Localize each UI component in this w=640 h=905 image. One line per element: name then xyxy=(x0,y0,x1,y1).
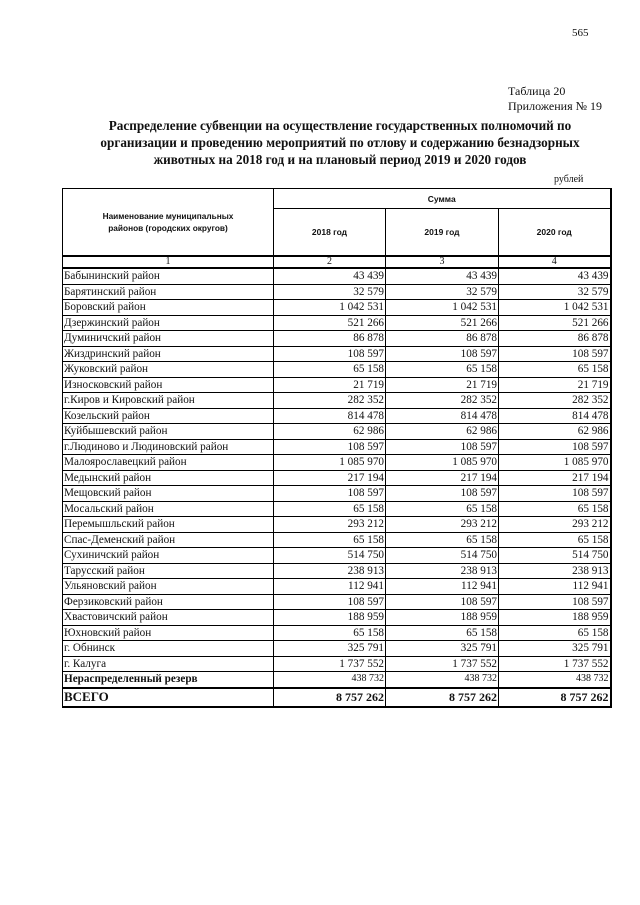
reserve-2019: 438 732 xyxy=(386,672,499,688)
amount-2018: 1 085 970 xyxy=(274,455,386,471)
header-year-2020: 2020 год xyxy=(499,209,611,257)
table-row xyxy=(63,439,611,455)
region-name: г.Киров и Кировский район xyxy=(63,393,274,409)
amount-2020: 108 597 xyxy=(499,486,611,502)
table-row xyxy=(63,548,611,564)
amount-2018: 86 878 xyxy=(274,331,386,347)
amount-2019: 108 597 xyxy=(386,346,499,362)
column-numbers-row xyxy=(63,256,611,268)
region-name: Думиничский район xyxy=(63,331,274,347)
region-name: г. Калуга xyxy=(63,656,274,672)
amount-2020: 521 266 xyxy=(499,315,611,331)
amount-2019: 293 212 xyxy=(386,517,499,533)
total-label: ВСЕГО xyxy=(63,688,274,707)
amount-2019: 514 750 xyxy=(386,548,499,564)
amount-2019: 1 042 531 xyxy=(386,300,499,316)
amount-2020: 65 158 xyxy=(499,532,611,548)
amount-2020: 514 750 xyxy=(499,548,611,564)
amount-2019: 325 791 xyxy=(386,641,499,657)
amount-2019: 62 986 xyxy=(386,424,499,440)
region-name: Жуковский район xyxy=(63,362,274,378)
amount-2019: 32 579 xyxy=(386,284,499,300)
table-row xyxy=(63,268,611,284)
table-row xyxy=(63,532,611,548)
table-row xyxy=(63,641,611,657)
table-row xyxy=(63,594,611,610)
region-name: Спас-Деменский район xyxy=(63,532,274,548)
amount-2019: 217 194 xyxy=(386,470,499,486)
table-row xyxy=(63,470,611,486)
table-row xyxy=(63,315,611,331)
subsidy-table xyxy=(62,188,612,708)
table-row xyxy=(63,331,611,347)
amount-2018: 65 158 xyxy=(274,532,386,548)
table-row xyxy=(63,284,611,300)
title-line-1: Распределение субвенции на осуществление государственных полномочий по xyxy=(108,118,572,133)
table-row xyxy=(63,346,611,362)
amount-2019: 1 737 552 xyxy=(386,656,499,672)
amount-2019: 238 913 xyxy=(386,563,499,579)
amount-2019: 86 878 xyxy=(386,331,499,347)
region-name: Износковский район xyxy=(63,377,274,393)
table-body xyxy=(63,268,611,707)
amount-2018: 188 959 xyxy=(274,610,386,626)
amount-2018: 65 158 xyxy=(274,362,386,378)
amount-2018: 65 158 xyxy=(274,625,386,641)
region-name: Козельский район xyxy=(63,408,274,424)
table-reference xyxy=(508,84,602,114)
region-name: Ферзиковский район xyxy=(63,594,274,610)
amount-2019: 108 597 xyxy=(386,439,499,455)
region-name: Тарусский район xyxy=(63,563,274,579)
table-row xyxy=(63,300,611,316)
region-name: Юхновский район xyxy=(63,625,274,641)
amount-2019: 108 597 xyxy=(386,594,499,610)
table-row xyxy=(63,377,611,393)
total-2018: 8 757 262 xyxy=(274,688,386,707)
table-row xyxy=(63,579,611,595)
region-name: г.Людиново и Людиновский район xyxy=(63,439,274,455)
title-line-3: животных на 2018 год и на плановый период 2019 и 2020 годов xyxy=(153,152,527,167)
amount-2018: 814 478 xyxy=(274,408,386,424)
amount-2020: 1 042 531 xyxy=(499,300,611,316)
amount-2018: 238 913 xyxy=(274,563,386,579)
table-row xyxy=(63,501,611,517)
amount-2020: 62 986 xyxy=(499,424,611,440)
table-row xyxy=(63,517,611,533)
amount-2020: 108 597 xyxy=(499,439,611,455)
total-2019: 8 757 262 xyxy=(386,688,499,707)
amount-2018: 108 597 xyxy=(274,439,386,455)
header-municipality xyxy=(63,189,274,257)
amount-2018: 32 579 xyxy=(274,284,386,300)
amount-2020: 814 478 xyxy=(499,408,611,424)
amount-2019: 112 941 xyxy=(386,579,499,595)
amount-2020: 108 597 xyxy=(499,594,611,610)
table-row xyxy=(63,408,611,424)
amount-2018: 108 597 xyxy=(274,486,386,502)
amount-2018: 1 042 531 xyxy=(274,300,386,316)
region-name: Мосальский район xyxy=(63,501,274,517)
amount-2018: 521 266 xyxy=(274,315,386,331)
table-row xyxy=(63,393,611,409)
amount-2020: 217 194 xyxy=(499,470,611,486)
total-row xyxy=(63,688,611,707)
amount-2018: 108 597 xyxy=(274,594,386,610)
title-line-2: организации и проведению мероприятий по отлову и содержанию безнадзорных xyxy=(100,135,580,150)
header-year-2018: 2018 год xyxy=(274,209,386,257)
amount-2018: 325 791 xyxy=(274,641,386,657)
table-number: Таблица 20 xyxy=(508,84,566,98)
document-title xyxy=(60,117,620,168)
amount-2018: 514 750 xyxy=(274,548,386,564)
column-number: 2 xyxy=(274,256,386,268)
amount-2018: 108 597 xyxy=(274,346,386,362)
amount-2020: 21 719 xyxy=(499,377,611,393)
amount-2019: 65 158 xyxy=(386,501,499,517)
amount-2018: 43 439 xyxy=(274,268,386,284)
amount-2019: 43 439 xyxy=(386,268,499,284)
amount-2019: 282 352 xyxy=(386,393,499,409)
table-row xyxy=(63,455,611,471)
amount-2020: 188 959 xyxy=(499,610,611,626)
amount-2020: 1 737 552 xyxy=(499,656,611,672)
amount-2019: 65 158 xyxy=(386,362,499,378)
reserve-2018: 438 732 xyxy=(274,672,386,688)
amount-2019: 21 719 xyxy=(386,377,499,393)
amount-2018: 112 941 xyxy=(274,579,386,595)
region-name: Мещовский район xyxy=(63,486,274,502)
amount-2020: 65 158 xyxy=(499,501,611,517)
reserve-row xyxy=(63,672,611,688)
amount-2018: 21 719 xyxy=(274,377,386,393)
table-row xyxy=(63,656,611,672)
header-year-2019: 2019 год xyxy=(386,209,499,257)
amount-2018: 217 194 xyxy=(274,470,386,486)
table-row xyxy=(63,486,611,502)
region-name: г. Обнинск xyxy=(63,641,274,657)
amount-2018: 62 986 xyxy=(274,424,386,440)
table-row xyxy=(63,625,611,641)
header-municipality-line-1: Наименование муниципальных xyxy=(102,211,234,221)
table-row xyxy=(63,424,611,440)
region-name: Медынский район xyxy=(63,470,274,486)
amount-2020: 238 913 xyxy=(499,563,611,579)
amount-2018: 293 212 xyxy=(274,517,386,533)
table-row xyxy=(63,563,611,579)
region-name: Бабынинский район xyxy=(63,268,274,284)
column-number: 3 xyxy=(386,256,499,268)
region-name: Куйбышевский район xyxy=(63,424,274,440)
amount-2019: 65 158 xyxy=(386,532,499,548)
amount-2019: 188 959 xyxy=(386,610,499,626)
reserve-label: Нераспределенный резерв xyxy=(63,672,274,688)
amount-2020: 293 212 xyxy=(499,517,611,533)
table-row xyxy=(63,610,611,626)
amount-2018: 1 737 552 xyxy=(274,656,386,672)
amount-2018: 282 352 xyxy=(274,393,386,409)
column-number: 1 xyxy=(63,256,274,268)
amount-2020: 65 158 xyxy=(499,625,611,641)
region-name: Дзержинский район xyxy=(63,315,274,331)
amount-2020: 1 085 970 xyxy=(499,455,611,471)
region-name: Жиздринский район xyxy=(63,346,274,362)
amount-2019: 108 597 xyxy=(386,486,499,502)
amount-2020: 108 597 xyxy=(499,346,611,362)
region-name: Барятинский район xyxy=(63,284,274,300)
table-row xyxy=(63,362,611,378)
region-name: Боровский район xyxy=(63,300,274,316)
amount-2020: 65 158 xyxy=(499,362,611,378)
page-number: 565 xyxy=(572,27,589,39)
column-number: 4 xyxy=(499,256,611,268)
total-2020: 8 757 262 xyxy=(499,688,611,707)
region-name: Ульяновский район xyxy=(63,579,274,595)
amount-2020: 43 439 xyxy=(499,268,611,284)
reserve-2020: 438 732 xyxy=(499,672,611,688)
amount-2018: 65 158 xyxy=(274,501,386,517)
region-name: Малоярославецкий район xyxy=(63,455,274,471)
region-name: Хвастовичский район xyxy=(63,610,274,626)
amount-2020: 282 352 xyxy=(499,393,611,409)
region-name: Перемышльский район xyxy=(63,517,274,533)
amount-2019: 521 266 xyxy=(386,315,499,331)
amount-2020: 32 579 xyxy=(499,284,611,300)
amount-2019: 1 085 970 xyxy=(386,455,499,471)
header-municipality-line-2: районов (городских округов) xyxy=(108,223,228,233)
amount-2020: 325 791 xyxy=(499,641,611,657)
region-name: Сухиничский район xyxy=(63,548,274,564)
appendix-number: Приложения № 19 xyxy=(508,99,603,113)
amount-2020: 86 878 xyxy=(499,331,611,347)
amount-2019: 814 478 xyxy=(386,408,499,424)
currency-unit: рублей xyxy=(554,174,584,185)
amount-2019: 65 158 xyxy=(386,625,499,641)
amount-2020: 112 941 xyxy=(499,579,611,595)
header-sum: Сумма xyxy=(274,189,611,209)
